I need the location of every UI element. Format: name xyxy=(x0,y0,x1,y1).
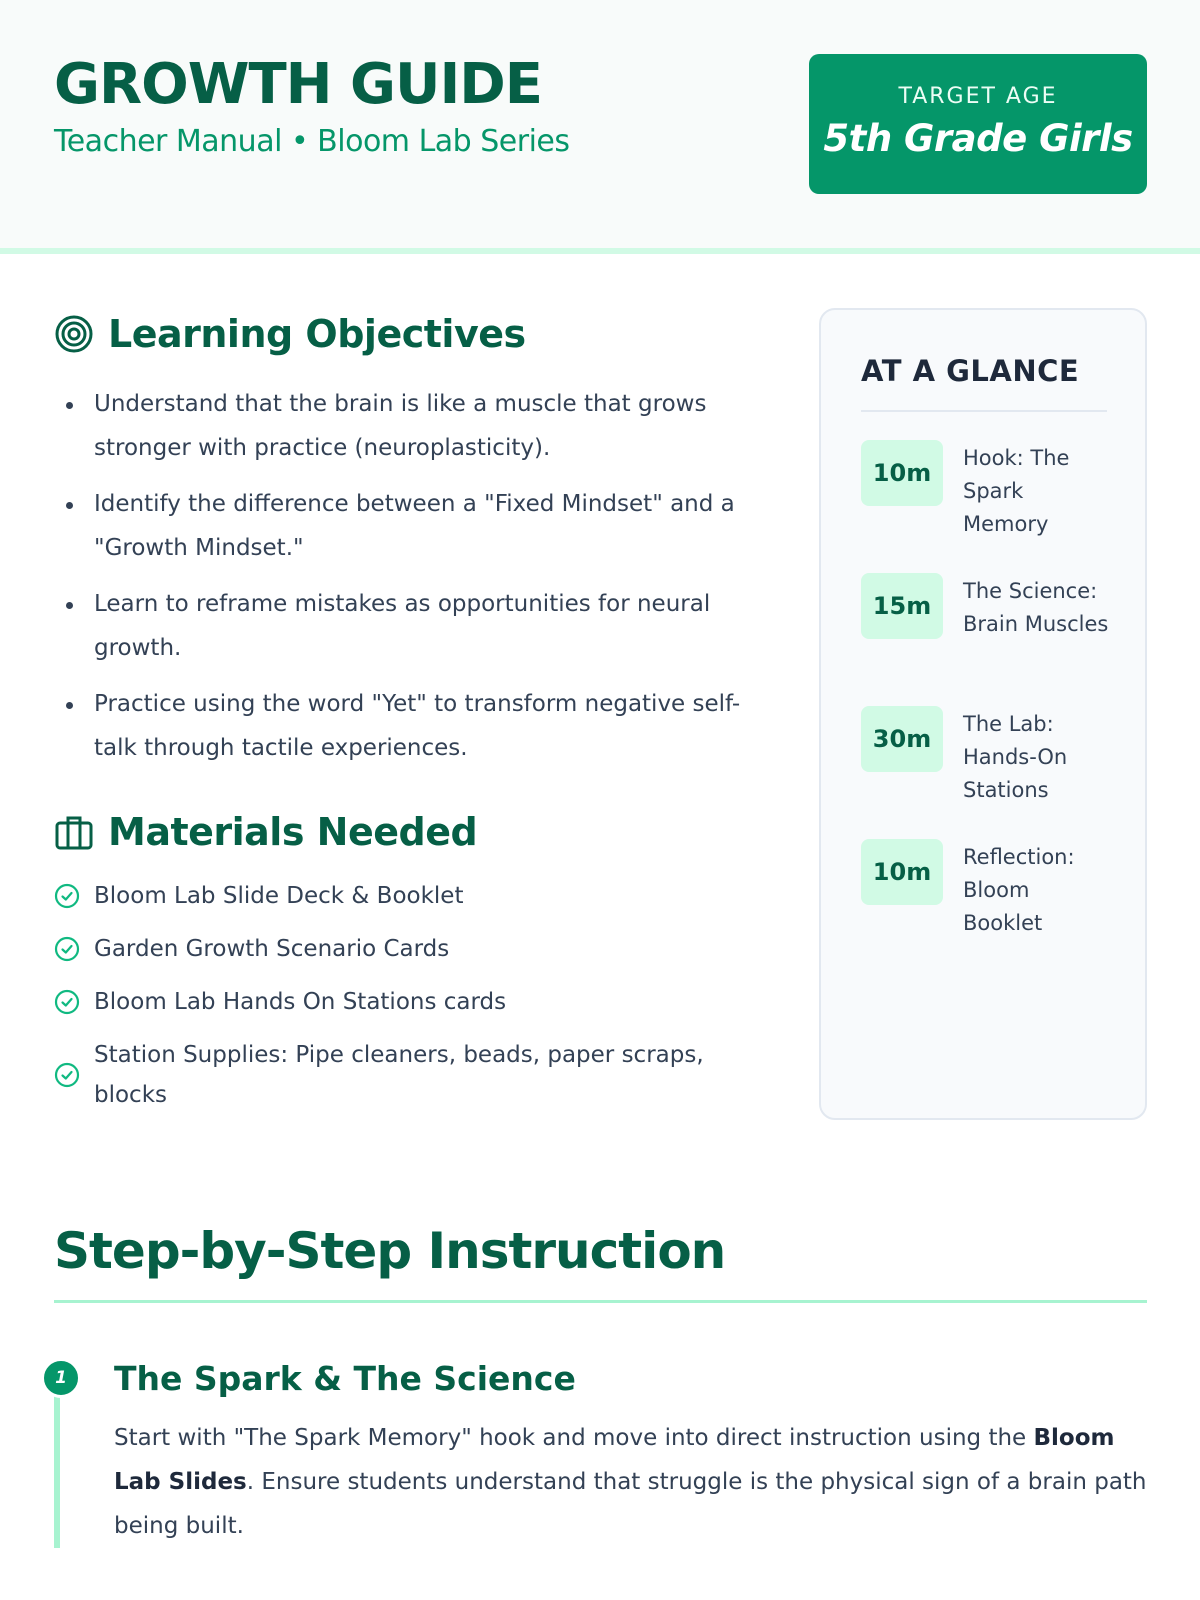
step-title: The Spark & The Science xyxy=(114,1359,576,1398)
glance-label: The Science: Brain Muscles xyxy=(963,579,1109,636)
list-item: Practice using the word "Yet" to transform negative self-talk through tactile experiences. xyxy=(60,682,780,770)
list-item: Identify the difference between a "Fixed Mindset" and a "Growth Mindset." xyxy=(60,482,780,570)
objectives-heading: Learning Objectives xyxy=(108,312,526,356)
glance-label: Hook: The Spark Memory xyxy=(963,446,1070,536)
material-label: Station Supplies: Pipe cleaners, beads, paper scraps, blocks xyxy=(94,1042,704,1108)
list-item: Understand that the brain is like a muscle that grows stronger with practice (neuroplasticity). xyxy=(60,382,780,470)
material-label: Bloom Lab Slide Deck & Booklet xyxy=(94,883,464,909)
glance-item xyxy=(861,839,1121,939)
glance-label: The Lab: Hands-On Stations xyxy=(963,712,1068,802)
list-item xyxy=(54,876,774,916)
check-circle-icon xyxy=(54,1062,80,1088)
objectives-section-header xyxy=(54,306,526,362)
step-number-badge: 1 xyxy=(41,1358,81,1398)
materials-section-header xyxy=(54,804,477,860)
glance-time-badge: 10m xyxy=(861,440,943,506)
list-item xyxy=(54,1035,774,1115)
glance-item xyxy=(861,573,1121,673)
target-age-badge xyxy=(809,54,1147,194)
materials-list xyxy=(54,876,774,1128)
step-description xyxy=(114,1416,1154,1548)
glance-divider xyxy=(861,410,1107,412)
briefcase-icon xyxy=(54,812,94,852)
glance-item xyxy=(861,706,1121,806)
list-item xyxy=(54,929,774,969)
material-label: Bloom Lab Hands On Stations cards xyxy=(94,989,507,1015)
materials-heading: Materials Needed xyxy=(108,810,478,854)
glance-label: Reflection: Bloom Booklet xyxy=(963,845,1075,935)
step-text-after: . Ensure students understand that struggle is the physical sign of a brain path being built. xyxy=(114,1469,1147,1539)
step-text-bold: Bloom Lab Slides xyxy=(114,1425,1115,1495)
header xyxy=(0,0,1200,254)
check-circle-icon xyxy=(54,936,80,962)
objectives-list xyxy=(60,382,780,782)
glance-time-badge: 15m xyxy=(861,573,943,639)
glance-time-badge: 30m xyxy=(861,706,943,772)
check-circle-icon xyxy=(54,989,80,1015)
at-a-glance-panel xyxy=(819,308,1147,1120)
steps-heading: Step-by-Step Instruction xyxy=(54,1222,726,1280)
step-text-before: Start with "The Spark Memory" hook and move into direct instruction using the xyxy=(114,1425,1034,1451)
glance-time-badge: 10m xyxy=(861,839,943,905)
material-label: Garden Growth Scenario Cards xyxy=(94,936,450,962)
step-timeline xyxy=(54,1376,60,1548)
glance-item xyxy=(861,440,1121,540)
target-icon xyxy=(54,314,94,354)
page-title: GROWTH GUIDE xyxy=(54,52,543,117)
glance-title: AT A GLANCE xyxy=(861,354,1080,388)
page-subtitle: Teacher Manual • Bloom Lab Series xyxy=(54,124,570,159)
target-age-label: TARGET AGE xyxy=(898,84,1058,109)
steps-divider xyxy=(54,1300,1147,1303)
check-circle-icon xyxy=(54,883,80,909)
list-item xyxy=(54,982,774,1022)
list-item: Learn to reframe mistakes as opportunities for neural growth. xyxy=(60,582,780,670)
target-age-value: 5th Grade Girls xyxy=(823,117,1133,160)
